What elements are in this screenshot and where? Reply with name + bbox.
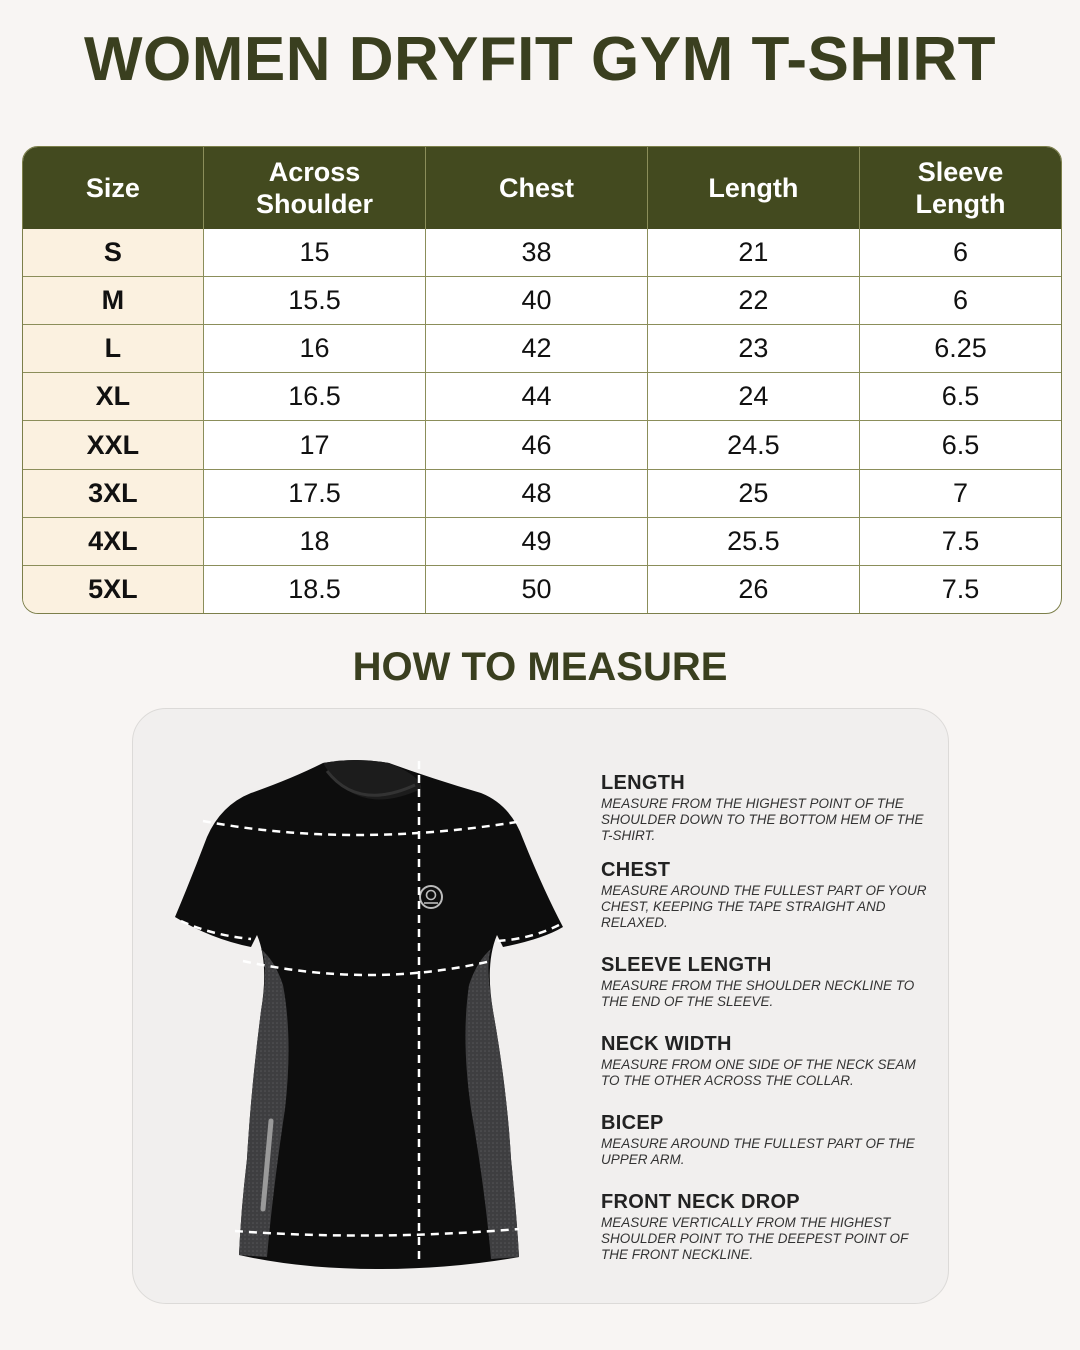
cell-length: 24 [647,373,859,421]
how-to-measure-panel [132,708,949,1304]
cell-shoulder: 15 [203,229,425,276]
measure-step-description: MEASURE FROM THE HIGHEST POINT OF THE SHOULDER DOWN TO THE BOTTOM HEM OF THE T-SHIRT. [601,796,924,843]
table-row [23,373,1061,421]
cell-chest: 46 [426,421,647,469]
measure-step [601,953,931,1010]
measure-step [601,858,931,931]
cell-size: 4XL [23,517,203,565]
measure-step-description: MEASURE AROUND THE FULLEST PART OF THE UPPER ARM. [601,1136,915,1167]
header-size: Size [23,147,203,229]
header-sleeve-length: Sleeve Length [860,147,1061,229]
cell-length: 25.5 [647,517,859,565]
tshirt-illustration [151,749,581,1279]
cell-chest: 50 [426,566,647,613]
measure-step-title: NECK WIDTH [601,1033,732,1055]
table-header-row [23,147,1061,229]
how-to-measure-title: HOW TO MEASURE [352,645,728,689]
cell-sleeve: 6.25 [860,325,1061,373]
cell-sleeve: 6 [860,276,1061,324]
cell-sleeve: 6.5 [860,373,1061,421]
cell-shoulder: 17 [203,421,425,469]
cell-length: 23 [647,325,859,373]
measure-step [601,1111,931,1168]
cell-chest: 49 [426,517,647,565]
cell-chest: 44 [426,373,647,421]
cell-size: M [23,276,203,324]
measure-step-title: FRONT NECK DROP [601,1191,800,1213]
measure-step-description: MEASURE AROUND THE FULLEST PART OF YOUR CHEST, KEEPING THE TAPE STRAIGHT AND RELAXED. [601,883,927,930]
cell-shoulder: 17.5 [203,469,425,517]
measure-step-title: SLEEVE LENGTH [601,954,772,976]
table-body [23,229,1061,613]
measure-step-description: MEASURE FROM ONE SIDE OF THE NECK SEAM TO THE OTHER ACROSS THE COLLAR. [601,1057,916,1088]
header-across-shoulder: Across Shoulder [203,147,425,229]
cell-size: XXL [23,421,203,469]
table-row [23,469,1061,517]
size-chart-table [22,146,1062,614]
cell-size: L [23,325,203,373]
page-title: WOMEN DRYFIT GYM T-SHIRT [83,25,997,94]
cell-shoulder: 18.5 [203,566,425,613]
cell-shoulder: 15.5 [203,276,425,324]
cell-length: 21 [647,229,859,276]
cell-size: S [23,229,203,276]
measure-steps-list [601,771,931,1263]
cell-length: 24.5 [647,421,859,469]
cell-shoulder: 18 [203,517,425,565]
cell-chest: 42 [426,325,647,373]
measure-step-description: MEASURE FROM THE SHOULDER NECKLINE TO THE END OF THE SLEEVE. [601,978,915,1009]
cell-length: 26 [647,566,859,613]
cell-sleeve: 7.5 [941,574,980,605]
measure-step [601,1032,931,1089]
measure-step [601,1190,931,1263]
cell-chest: 48 [426,469,647,517]
table-row [23,566,1061,613]
measure-step-title: BICEP [601,1112,664,1134]
cell-shoulder: 16 [203,325,425,373]
measure-step-title: LENGTH [601,772,686,794]
header-chest: Chest [426,147,647,229]
cell-sleeve: 7 [860,469,1061,517]
table-row [23,229,1061,276]
cell-length: 22 [647,276,859,324]
cell-chest: 40 [426,276,647,324]
cell-chest: 38 [426,229,647,276]
table-row [23,276,1061,324]
cell-sleeve: 7.5 [860,517,1061,565]
cell-size: 3XL [23,469,203,517]
cell-length: 25 [647,469,859,517]
cell-sleeve: 6.5 [860,421,1061,469]
measure-step-description: MEASURE VERTICALLY FROM THE HIGHEST SHOULDER POINT TO THE DEEPEST POINT OF THE FRONT NECKLINE. [601,1215,909,1262]
cell-shoulder: 16.5 [203,373,425,421]
table-row [23,421,1061,469]
table-row [23,325,1061,373]
measure-step [601,771,931,844]
header-length: Length [647,147,859,229]
cell-sleeve: 6 [860,229,1061,276]
cell-size: 5XL [23,566,203,613]
table-row [23,517,1061,565]
cell-size: XL [23,373,203,421]
measure-step-title: CHEST [601,859,671,881]
